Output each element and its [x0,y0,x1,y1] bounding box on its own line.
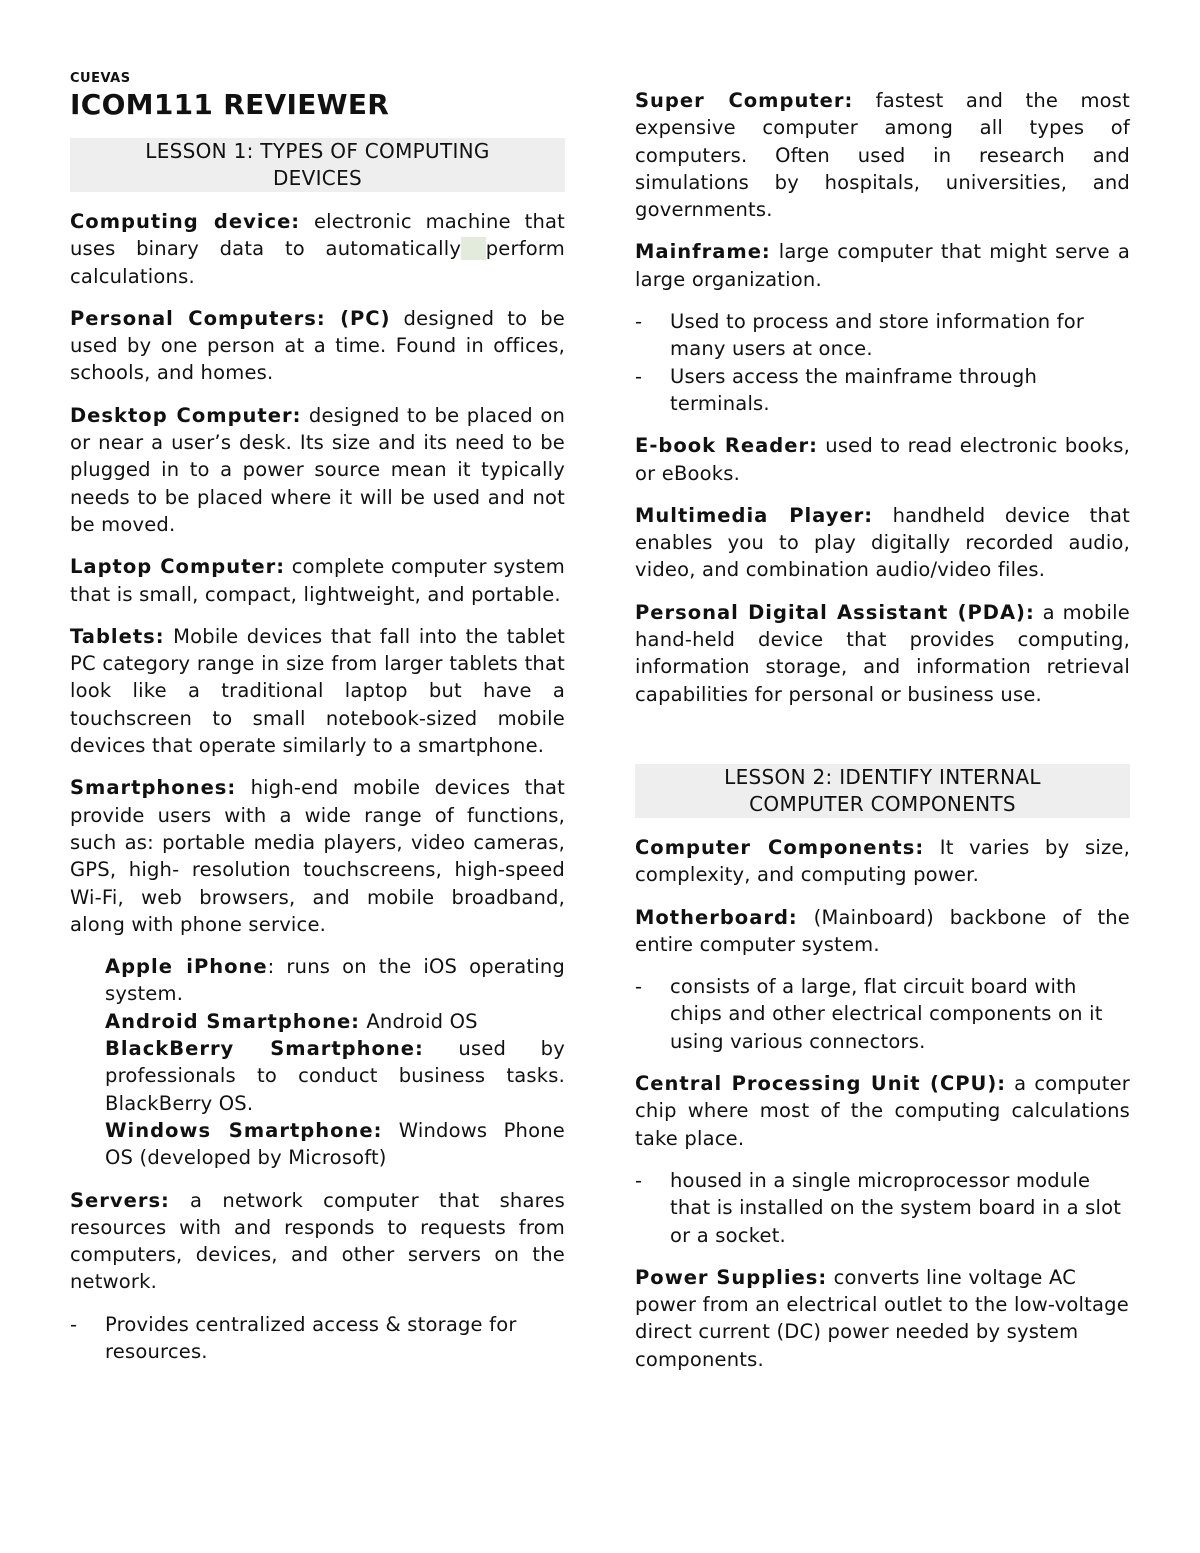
term-label: E-book Reader: [635,434,818,458]
term-label: BlackBerry Smartphone: [105,1037,424,1061]
definition-text: converts line voltage AC power from an electrical outlet to the low-voltage direct current (DC) power needed by system components. [635,1265,1129,1371]
definition-text: handheld device that enables you to play digitally recorded audio, video, and combination audio/video files. [635,503,1130,582]
term-label: Motherboard: [635,905,798,929]
definition-ebook-reader [635,432,1130,487]
bullet-text: consists of a large, flat circuit board with chips and other electrical components on it using various connectors. [670,975,1103,1053]
definition-text: high-end mobile devices that provide users with a wide range of functions, such as: portable media players, video cameras, GPS, high- resolution touchscreens, high-speed Wi-Fi, web browsers, and mobile broadband, along with phone service. [70,776,565,936]
definition-servers [70,1187,565,1296]
list-item [635,363,1130,418]
term-label: Mainframe: [635,240,771,264]
term-label: Servers: [70,1188,170,1212]
definition-cpu [635,1070,1130,1152]
term-label: Power Supplies: [635,1265,828,1289]
list-item [635,308,1130,363]
bullet-text: Users access the mainframe through terminals. [670,364,1038,415]
definition-text: fastest and the most expensive computer among all types of computers. Often used in research and simulations by hospitals, universities, and governments. [635,89,1130,222]
term-label: Windows Smartphone: [105,1118,383,1142]
definition-text: used to read electronic books, or eBooks. [635,434,1130,485]
definition-desktop [70,402,565,538]
lesson2-heading-line2: COMPUTER COMPONENTS [749,791,1016,816]
definition-motherboard [635,904,1130,959]
definition-text: used by professionals to conduct business tasks. BlackBerry OS. [105,1037,565,1115]
highlight-mark [461,237,486,260]
definition-text: a mobile hand-held device that provides computing, information storage, and information retrieval capabilities for personal or business use. [635,600,1130,706]
term-label: Personal Digital Assistant (PDA): [635,600,1035,624]
list-item [635,1167,1130,1249]
definition-text: It varies by size, complexity, and computing power. [635,835,1131,887]
definition-text: perform calculations. [70,237,565,288]
lesson2-heading [635,764,1130,818]
definition-computing-device [70,208,565,290]
term-label: Central Processing Unit (CPU): [635,1072,1007,1096]
definition-text: Android OS [359,1009,478,1033]
definition-text: complete computer system that is small, compact, lightweight, and portable. [70,555,565,606]
term-label: Tablets: [70,624,165,648]
lesson2-heading-line1: LESSON 2: IDENTIFY INTERNAL [724,764,1041,789]
right-column [635,87,1130,1388]
author-name: CUEVAS [70,71,131,86]
list-item [70,1311,565,1366]
bullet-text: Used to process and store information for many users at once. [670,310,1085,361]
term-label: Computer Components: [635,835,925,859]
mainframe-bullet-list [635,308,1130,417]
definition-tablets [70,623,565,759]
definition-super-computer [635,87,1130,223]
cpu-bullet-list [635,1167,1130,1249]
definition-computer-components [635,834,1130,889]
definition-smartphones [70,774,565,938]
lesson1-heading-line1: LESSON 1: TYPES OF COMPUTING [145,139,490,163]
definition-text: Windows Phone OS (developed by Microsoft) [105,1118,565,1170]
definition-text: : runs on the iOS operating system. [105,955,565,1006]
document-title: ICOM111 REVIEWER [70,88,390,121]
dash-bullet: - [635,364,643,388]
servers-bullet-list [70,1311,565,1366]
smartphone-type-item [105,1035,565,1117]
definition-text: large computer that might serve a large organization. [635,240,1130,291]
term-label: Personal Computers: (PC) [70,306,391,330]
dash-bullet: - [635,310,643,334]
term-label: Computing device: [70,210,301,233]
dash-bullet: - [635,975,643,999]
definition-text: designed to be placed on or near a user’s desk. Its size and its need to be plugged in to a power source mean it typically needs to be placed where it will be used and not be moved. [70,403,566,536]
term-label: Multimedia Player: [635,503,874,527]
definition-pc [70,305,565,387]
definition-text: a computer chip where most of the computing calculations take place. [635,1072,1130,1150]
dash-bullet: - [635,1168,643,1192]
term-label: Desktop Computer: [70,403,302,427]
lesson1-heading [70,138,565,192]
definition-mainframe [635,238,1130,293]
smartphone-type-item [105,953,565,1008]
definition-pda [635,599,1130,708]
definition-text: designed to be used by one person at a time. Found in offices, schools, and homes. [70,306,565,385]
definition-power-supplies [635,1264,1130,1373]
left-column [70,138,565,1380]
lesson1-heading-line2: DEVICES [272,166,362,190]
smartphone-type-item [105,1117,565,1172]
definition-text: electronic machine that uses binary data to automatically [70,210,565,261]
bullet-text: Provides centralized access & storage for resources. [105,1312,517,1363]
definition-text: (Mainboard) backbone of the entire computer system. [635,905,1130,956]
term-label: Laptop Computer: [70,555,286,579]
definition-multimedia-player [635,502,1130,584]
term-label: Apple iPhone [105,955,268,979]
term-label: Smartphones: [70,776,237,800]
definition-text: a network computer that shares resources with and responds to requests from computers, devices, and other servers on the network. [70,1188,565,1294]
smartphone-types [105,953,565,1171]
definition-laptop [70,553,565,608]
motherboard-bullet-list [635,973,1130,1055]
list-item [635,973,1130,1055]
smartphone-type-item [105,1008,565,1035]
bullet-text: housed in a single microprocessor module that is installed on the system board in a slot or a socket. [670,1168,1122,1247]
dash-bullet: - [70,1312,78,1336]
definition-text: Mobile devices that fall into the tablet PC category range in size from larger tablets that look like a traditional laptop but have a touchscreen to small notebook-sized mobile devices that operate similarly to a smartphone. [70,624,565,758]
term-label: Super Computer: [635,89,854,112]
term-label: Android Smartphone: [105,1009,360,1033]
